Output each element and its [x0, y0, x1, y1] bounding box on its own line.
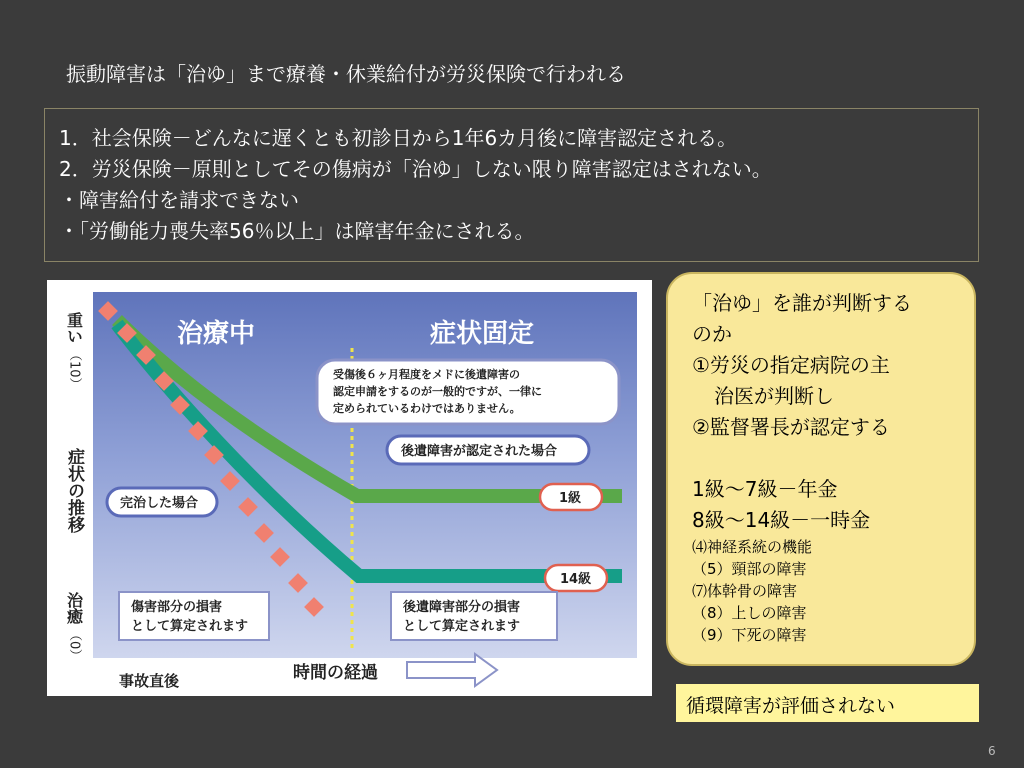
disorder-item-3: ⑺体幹骨の障害	[692, 582, 798, 600]
pill-certified-label: 後遺障害が認定された場合	[401, 444, 558, 459]
disorder-item-5: （9）下死の障害	[692, 626, 807, 644]
grade-lump-sum: 8級～14級－一時金	[692, 508, 871, 532]
y-label-cured: 治癒	[64, 592, 84, 624]
sequela-damage-line-1: 後遺障害部分の損害	[403, 600, 521, 615]
disorder-item-2: （5）頸部の障害	[692, 560, 807, 578]
disorder-item-1: ⑷神経系統の機能	[692, 538, 813, 556]
y-label-heavy-paren: （10）	[66, 348, 82, 391]
pill-full-recovery-label: 完治した場合	[120, 496, 199, 511]
diagram-svg	[47, 280, 652, 696]
grade-14-label: 14級	[560, 572, 592, 587]
disorder-item-4: （8）上しの障害	[692, 604, 807, 622]
answer-2: ②監督署長が認定する	[692, 415, 890, 439]
certification-info-box	[666, 272, 976, 666]
injury-damage-line-2: として算定されます	[131, 619, 249, 634]
slide-title: 振動障害は「治ゆ」まで療養・休業給付が労災保険で行われる	[66, 62, 626, 86]
answer-1: ①労災の指定病院の主	[692, 353, 890, 377]
page-number: 6	[988, 744, 996, 758]
grade-1-label: 1級	[559, 491, 582, 506]
symptom-progress-diagram	[47, 280, 652, 696]
callout-line-1: 受傷後６ヶ月程度をメドに後遺障害の	[333, 368, 520, 381]
intro-line-1: 1．社会保険－どんなに遅くとも初診日から1年6カ月後に障害認定される。	[59, 126, 738, 150]
phase-fixed-label: 症状固定	[430, 319, 535, 349]
x-label-start: 事故直後	[119, 672, 180, 690]
y-label-axis: 症状の推移	[64, 448, 84, 533]
x-label-time: 時間の経過	[293, 663, 378, 683]
intro-line-4: ・「労働能力喪失率56％以上」は障害年金にされる。	[59, 219, 535, 243]
callout-line-2: 認定申請をするのが一般的ですが、一律に	[333, 385, 542, 398]
intro-line-2: 2．労災保険－原則としてその傷病が「治ゆ」しない限り障害認定はされない。	[59, 157, 772, 181]
question-line-1: 「治ゆ」を誰が判断する	[692, 291, 912, 315]
y-label-cured-paren: （0）	[66, 628, 82, 663]
answer-1-cont: 治医が判断し	[714, 384, 834, 408]
intro-line-3: ・障害給付を請求できない	[59, 188, 299, 212]
circulation-note: 循環障害が評価されない	[676, 684, 979, 722]
phase-treatment-label: 治療中	[177, 319, 256, 349]
y-label-heavy: 重い	[64, 312, 84, 344]
sequela-damage-line-2: として算定されます	[403, 619, 521, 634]
injury-damage-line-1: 傷害部分の損害	[131, 600, 223, 615]
intro-box	[44, 108, 979, 262]
grade-pension: 1級～7級－年金	[692, 477, 838, 501]
callout-line-3: 定められているわけではありません。	[333, 402, 521, 415]
question-line-2: のか	[692, 322, 732, 346]
